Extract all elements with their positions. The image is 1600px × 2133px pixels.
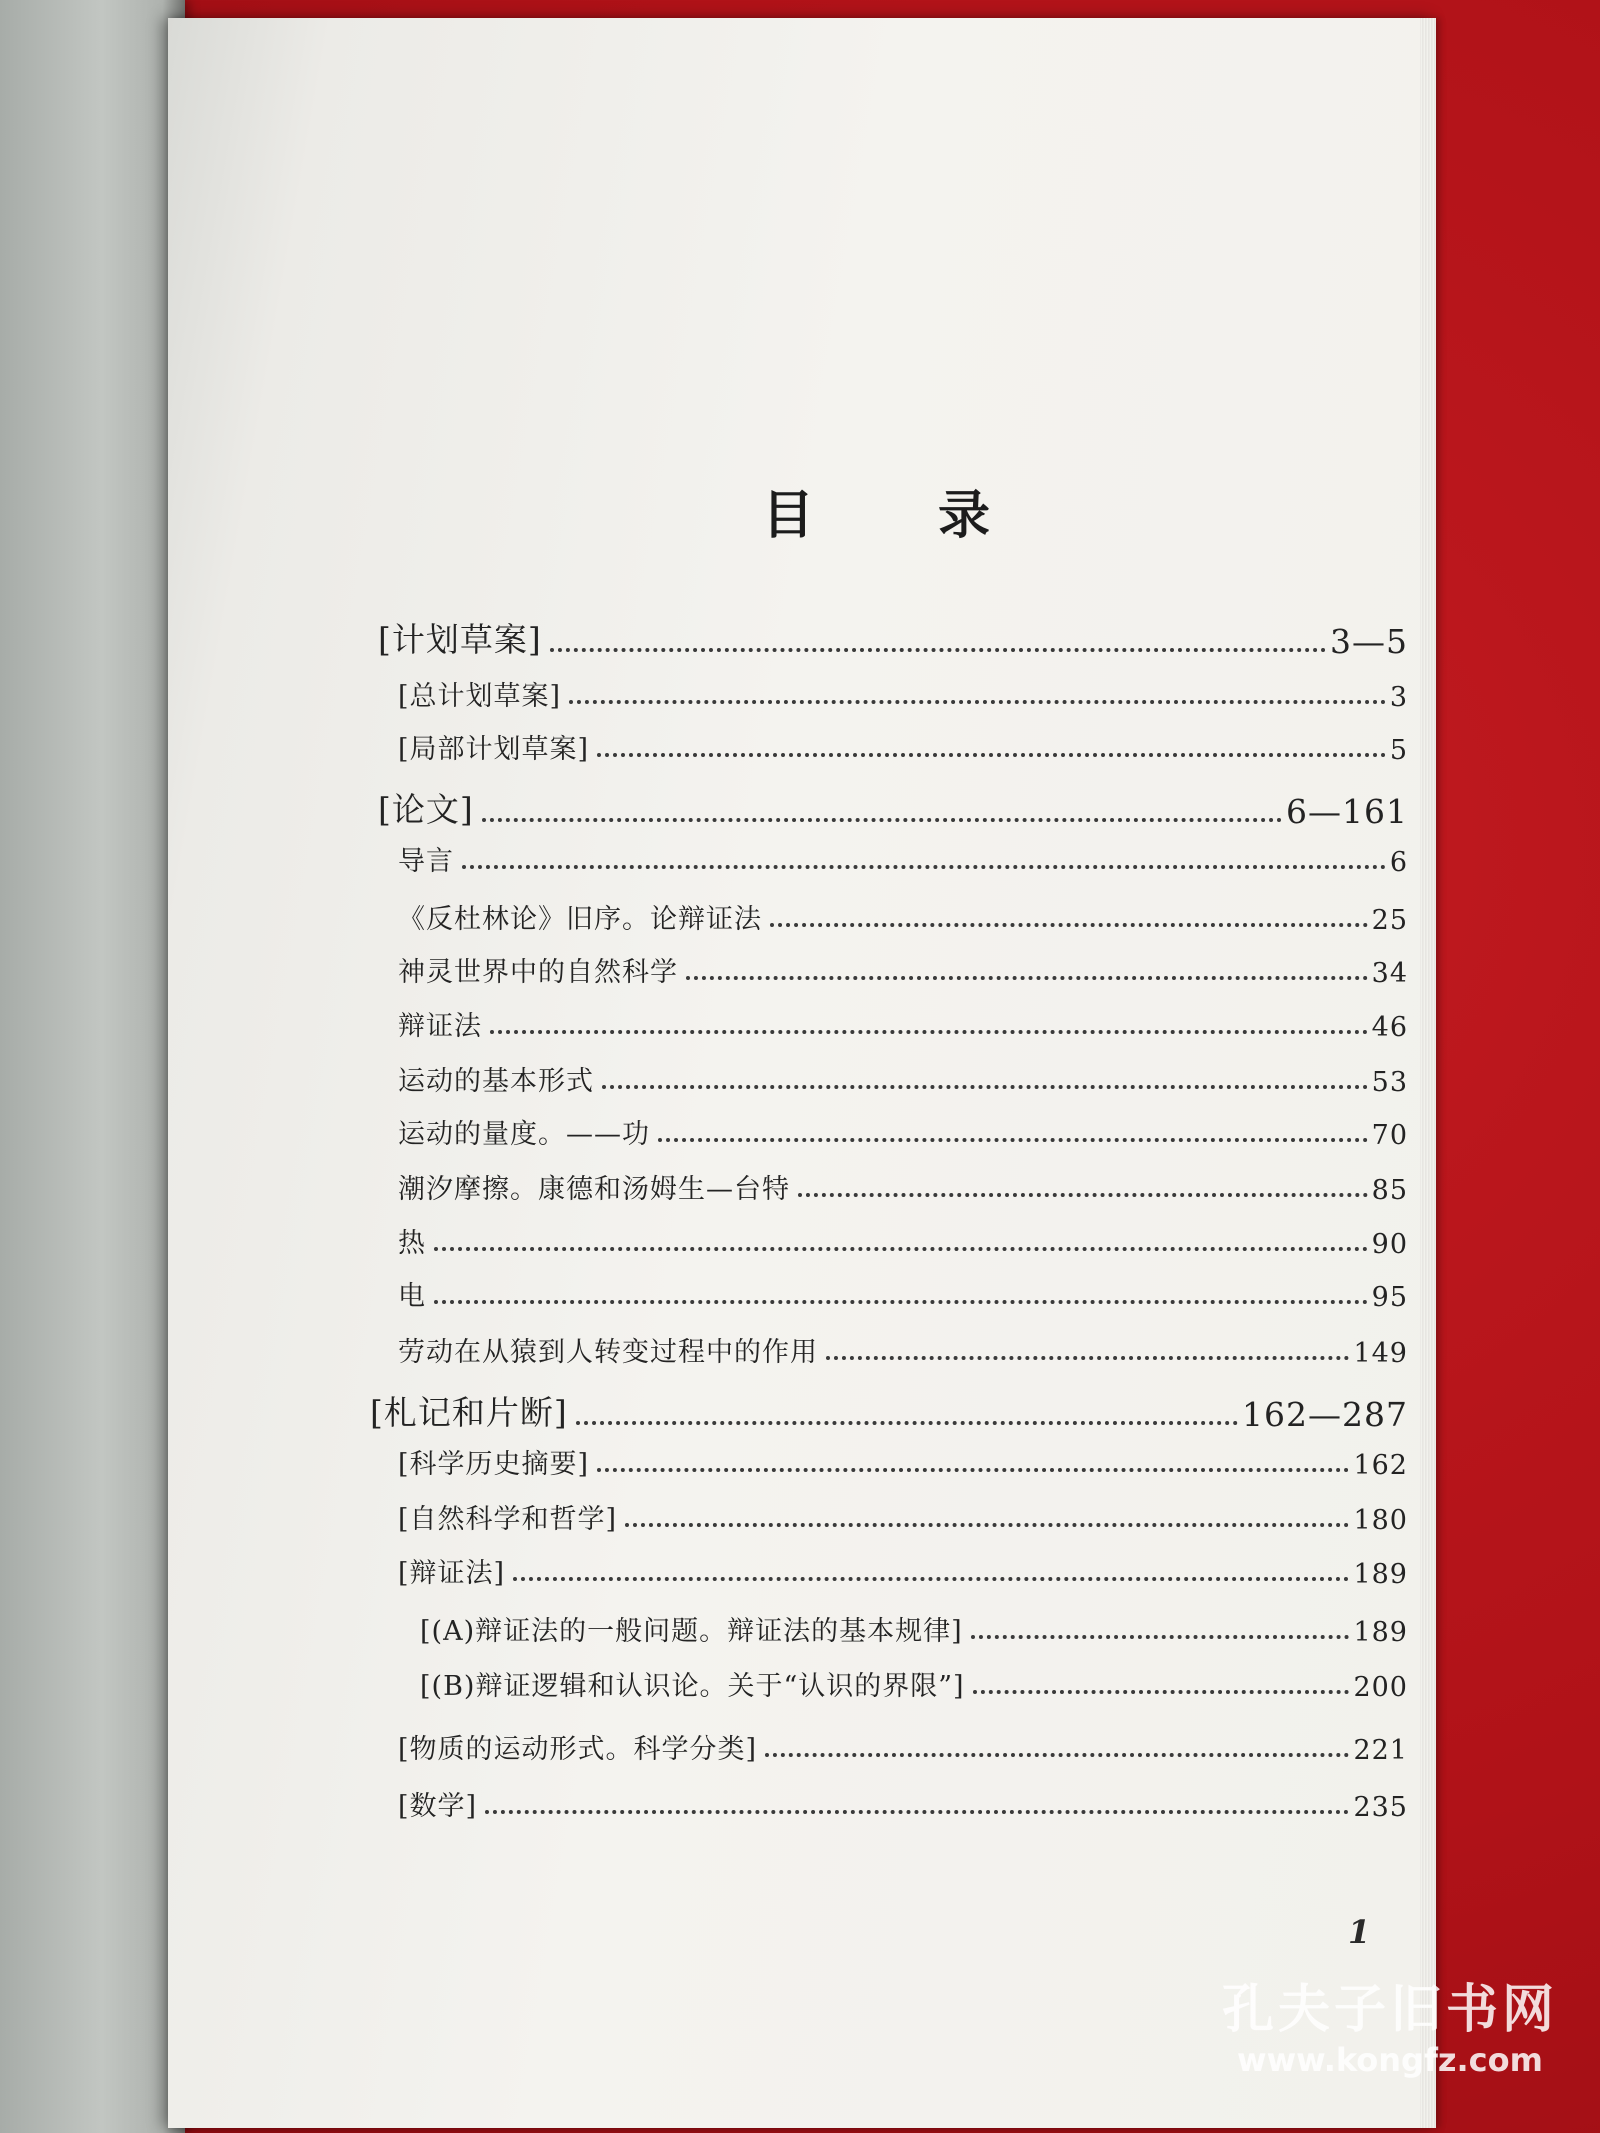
toc-entry-page: 85	[1371, 1175, 1408, 1206]
toc-entry	[398, 1727, 1408, 1766]
toc-entry-title: 运动的量度。——功	[398, 1119, 650, 1150]
toc-entry	[398, 1112, 1408, 1151]
toc-entry	[398, 897, 1408, 936]
toc-entry-page: 5	[1389, 735, 1408, 766]
toc-entry	[398, 1551, 1408, 1590]
toc-entry-page: 70	[1371, 1120, 1408, 1151]
dot-leader	[550, 648, 1326, 652]
dot-leader	[625, 1523, 1349, 1527]
toc-entry	[398, 1497, 1408, 1536]
toc-entry	[398, 1059, 1408, 1098]
toc-entry-title: [总计划草案]	[398, 681, 562, 712]
toc-entry-title: 电	[398, 1281, 426, 1312]
toc-entry	[420, 1664, 1408, 1703]
dot-leader	[686, 976, 1368, 980]
toc-entry-page: 25	[1371, 905, 1408, 936]
toc-entry-title: 辩证法	[398, 1011, 482, 1042]
toc-entry-title: 热	[398, 1228, 426, 1259]
dot-leader	[513, 1577, 1349, 1581]
page-title	[628, 473, 1128, 548]
toc-entry-page: 3—5	[1330, 622, 1408, 661]
toc-entry-page: 90	[1371, 1229, 1408, 1260]
toc-entry-page: 95	[1371, 1282, 1408, 1313]
toc-entry-title: 运动的基本形式	[398, 1066, 594, 1097]
toc-entry	[398, 839, 1408, 878]
toc-entry-title: [(B)辩证逻辑和认识论。关于“认识的界限”]	[420, 1671, 965, 1702]
toc-entry-page: 3	[1389, 682, 1408, 713]
toc-entry-title: [论文]	[378, 790, 474, 829]
previous-page-edge	[0, 0, 185, 2133]
toc-entry-page: 6	[1389, 847, 1408, 878]
dot-leader	[569, 700, 1386, 704]
dot-leader	[602, 1085, 1368, 1089]
toc-entry-page: 221	[1353, 1735, 1408, 1766]
dot-leader	[434, 1300, 1368, 1304]
toc-entry	[398, 727, 1408, 766]
title-char-1: 目	[761, 485, 818, 546]
toc-entry-page: 235	[1353, 1792, 1408, 1823]
dot-leader	[765, 1753, 1349, 1757]
dot-leader	[482, 818, 1282, 822]
dot-leader	[798, 1193, 1368, 1197]
dot-leader	[971, 1635, 1350, 1639]
toc-entry-title: [自然科学和哲学]	[398, 1504, 618, 1535]
dot-leader	[576, 1421, 1238, 1425]
toc-entry-title: [计划草案]	[378, 620, 542, 659]
toc-entry-title: [札记和片断]	[370, 1393, 568, 1432]
title-char-2: 录	[938, 485, 995, 546]
dot-leader	[597, 753, 1386, 757]
toc-entry-page: 180	[1353, 1505, 1408, 1536]
toc-entry-title: [辩证法]	[398, 1558, 506, 1589]
dot-leader	[434, 1247, 1368, 1251]
toc-entry	[370, 1387, 1408, 1434]
watermark-name: 孔夫子旧书网	[1221, 1980, 1558, 2040]
book-page	[168, 18, 1436, 2128]
toc-entry-page: 189	[1353, 1617, 1408, 1648]
toc-entry-title: 导言	[398, 846, 454, 877]
dot-leader	[973, 1690, 1350, 1694]
page-stack-edge	[1420, 18, 1436, 2128]
toc-entry-page: 46	[1371, 1012, 1408, 1043]
toc-entry-page: 53	[1371, 1067, 1408, 1098]
toc-entry-title: 劳动在从猿到人转变过程中的作用	[398, 1337, 818, 1368]
page-number: 1	[1348, 1913, 1371, 1951]
toc-entry-page: 34	[1371, 958, 1408, 989]
toc-entry-title: [科学历史摘要]	[398, 1449, 590, 1480]
dot-leader	[826, 1356, 1349, 1360]
dot-leader	[597, 1468, 1349, 1472]
toc-entry	[398, 1274, 1408, 1313]
dot-leader	[658, 1138, 1368, 1142]
watermark	[1210, 1980, 1570, 2080]
toc-entry	[398, 1784, 1408, 1823]
toc-entry-page: 162—287	[1242, 1395, 1408, 1434]
dot-leader	[770, 923, 1368, 927]
toc-entry-title: 神灵世界中的自然科学	[398, 957, 678, 988]
toc-entry	[378, 614, 1408, 661]
toc-entry	[378, 784, 1408, 831]
toc-entry-title: 潮汐摩擦。康德和汤姆生—台特	[398, 1174, 790, 1205]
dot-leader	[485, 1810, 1349, 1814]
dot-leader	[462, 865, 1386, 869]
toc-entry-page: 200	[1353, 1672, 1408, 1703]
toc-entry	[398, 1442, 1408, 1481]
toc-entry-title: [(A)辩证法的一般问题。辩证法的基本规律]	[420, 1616, 963, 1647]
toc-entry-title: [数学]	[398, 1791, 478, 1822]
toc-entry-title: [局部计划草案]	[398, 734, 590, 765]
toc-entry	[398, 1221, 1408, 1260]
dot-leader	[490, 1030, 1368, 1034]
watermark-url: www.kongfz.com	[1237, 2041, 1543, 2079]
toc-entry-page: 6—161	[1286, 792, 1408, 831]
toc-entry-page: 162	[1353, 1450, 1408, 1481]
toc-entry	[398, 1004, 1408, 1043]
toc-entry	[398, 950, 1408, 989]
toc-entry	[398, 674, 1408, 713]
toc-entry	[398, 1167, 1408, 1206]
toc-entry-title: [物质的运动形式。科学分类]	[398, 1734, 758, 1765]
toc-entry	[420, 1609, 1408, 1648]
toc-entry-title: 《反杜林论》旧序。论辩证法	[398, 904, 762, 935]
toc-entry-page: 149	[1353, 1338, 1408, 1369]
toc-entry	[398, 1330, 1408, 1369]
toc-entry-page: 189	[1353, 1559, 1408, 1590]
